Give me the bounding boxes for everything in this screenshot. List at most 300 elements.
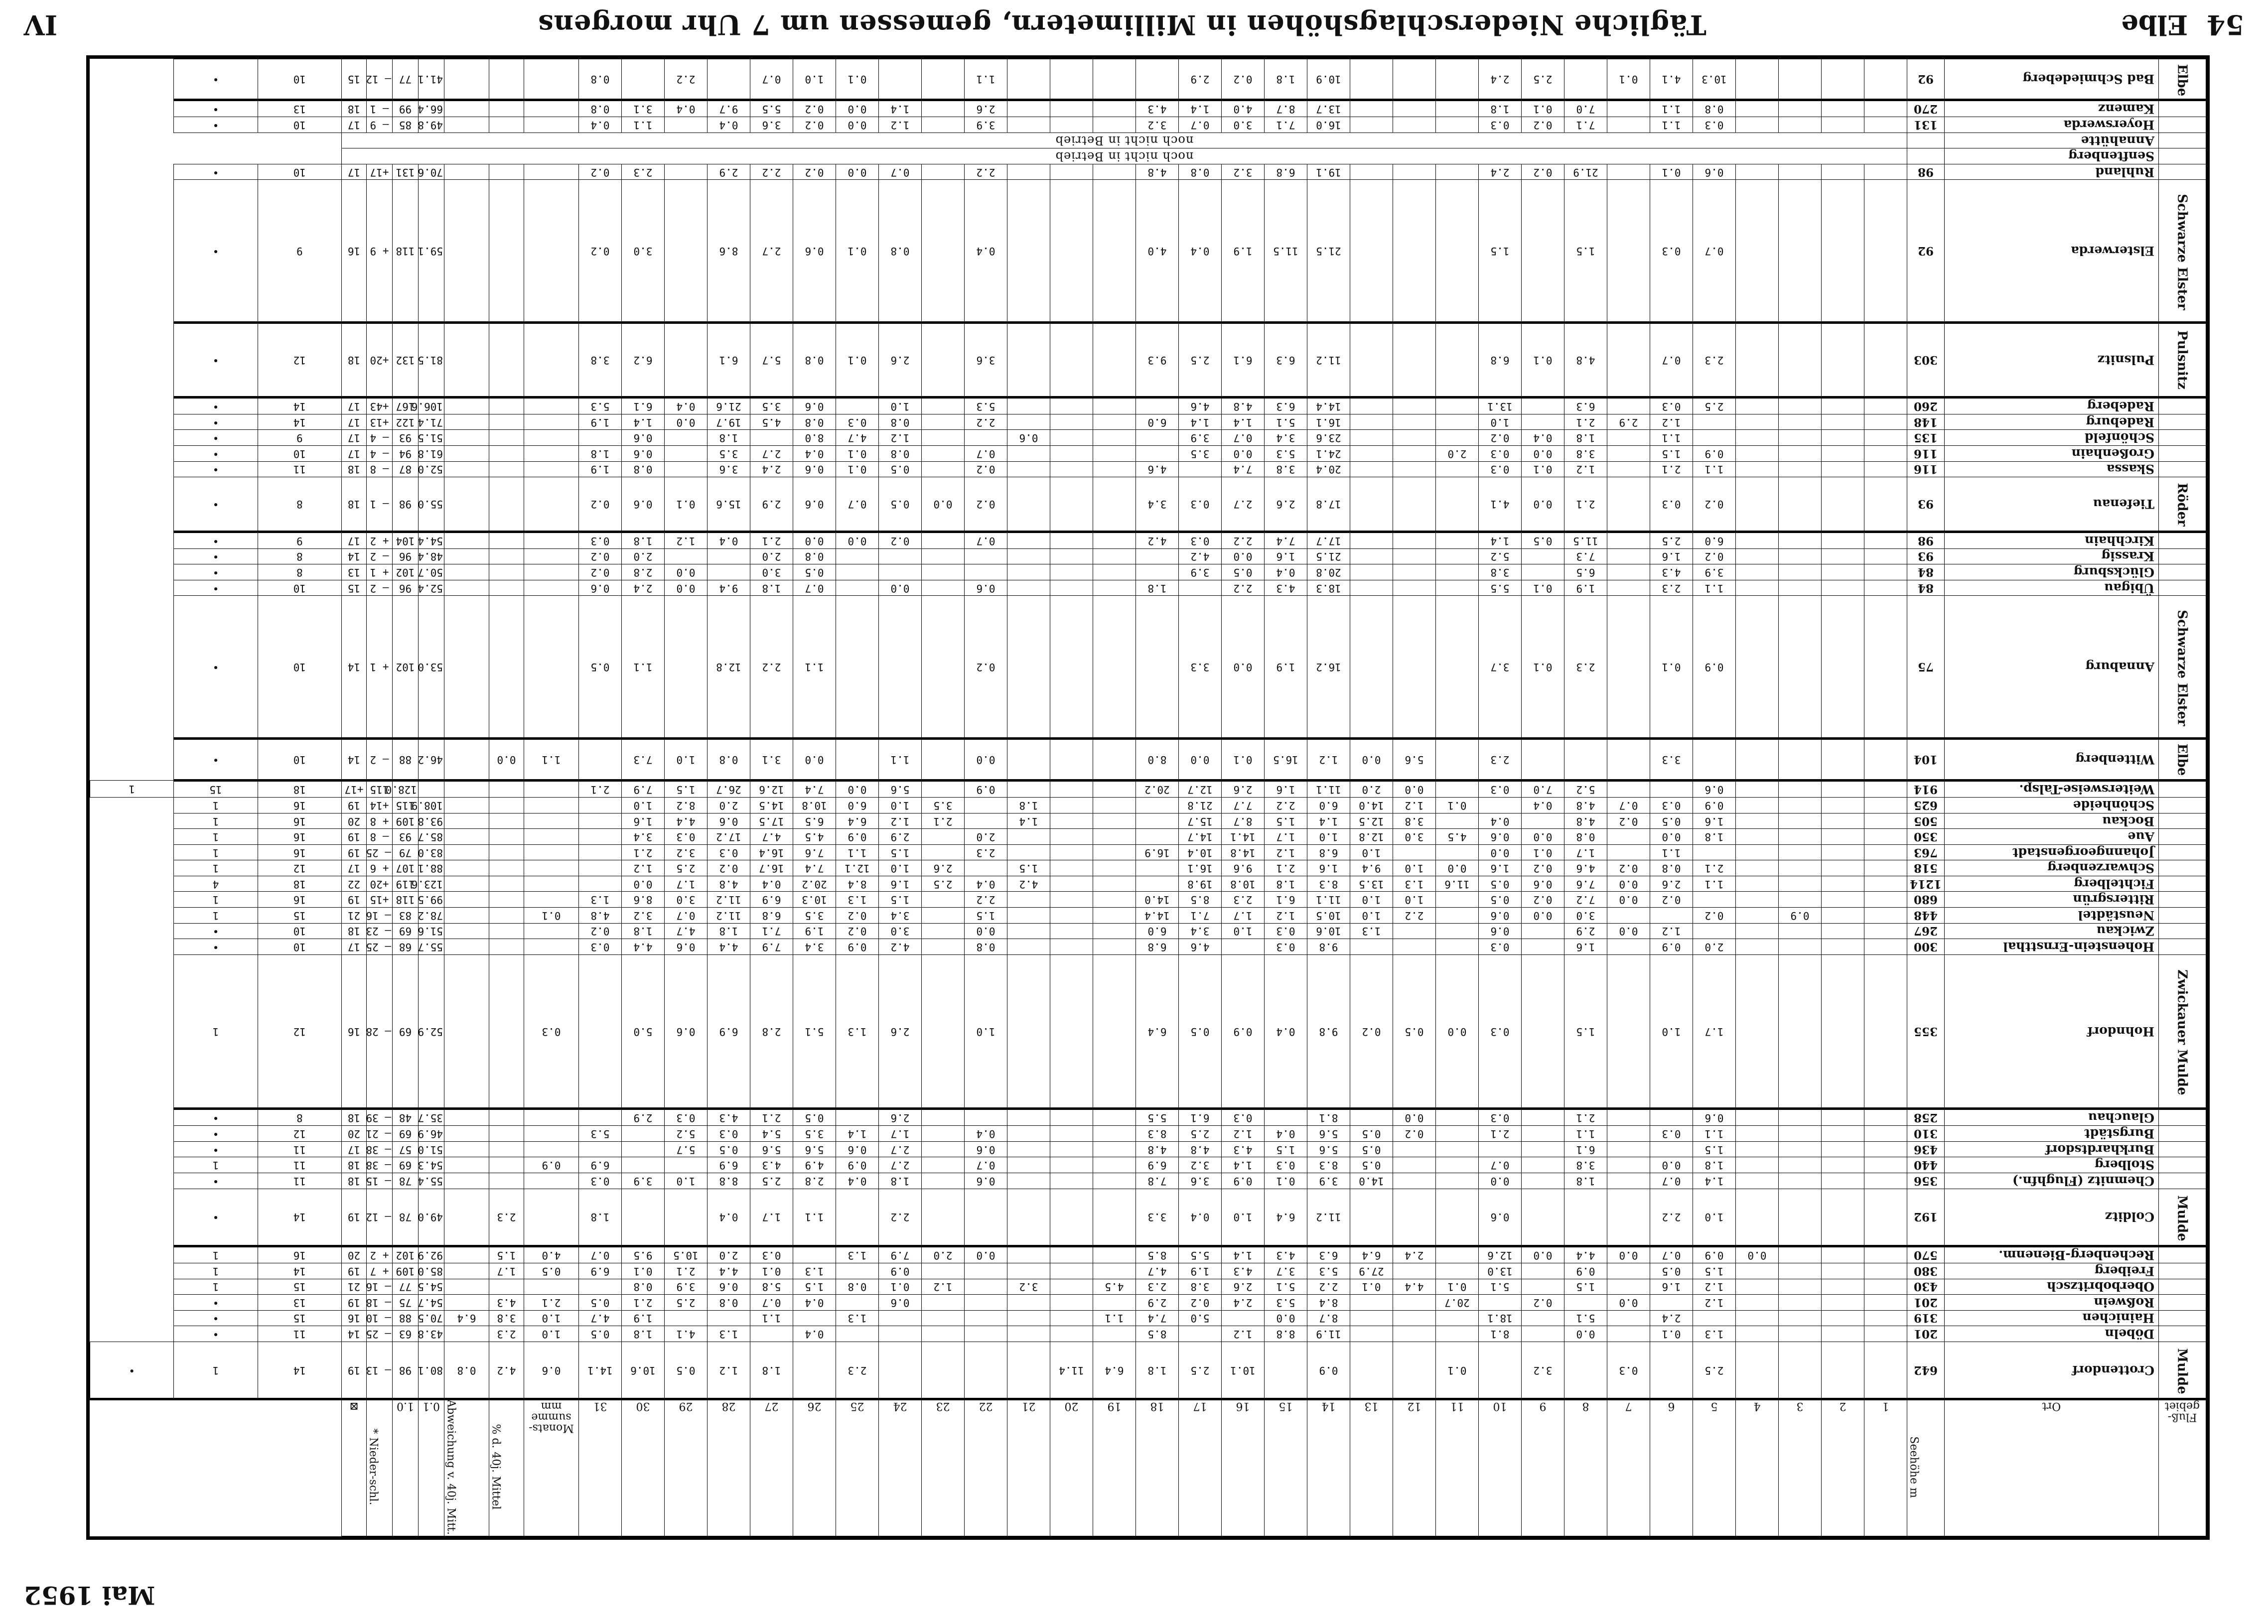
- daily-value: [1093, 323, 1136, 398]
- daily-value: 0.1: [1436, 1342, 1479, 1399]
- daily-value: [922, 1263, 965, 1279]
- flussgebiet-cell: [2159, 813, 2206, 829]
- daily-value: 0.8: [1693, 100, 1736, 117]
- daily-value: [879, 1310, 922, 1326]
- header-day: 29: [665, 1399, 708, 1536]
- daily-value: [1607, 1173, 1650, 1189]
- daily-value: 0.0: [1393, 1109, 1436, 1126]
- summary-value: [524, 892, 579, 908]
- summary-value: 55.7: [419, 939, 444, 955]
- daily-value: 27.9: [1350, 1263, 1393, 1279]
- daily-value: 1.3: [708, 1326, 750, 1342]
- daily-value: [1050, 446, 1093, 462]
- table-row: [90, 461, 2206, 477]
- station-elevation: 98: [1907, 532, 1945, 548]
- daily-value: 0.8: [1564, 829, 1607, 845]
- daily-value: 0.0: [1222, 548, 1265, 564]
- daily-value: 4.6: [1136, 461, 1179, 477]
- summary-value: 99: [393, 100, 419, 117]
- summary-value: 49.0: [419, 1189, 444, 1246]
- table-row: [90, 739, 2206, 781]
- daily-value: 0.4: [1522, 798, 1564, 813]
- daily-value: [1864, 446, 1907, 462]
- daily-value: 5.0: [622, 954, 665, 1109]
- summary-value: 0.3: [524, 954, 579, 1109]
- summary-value: 85: [393, 117, 419, 133]
- table-row: [90, 844, 2206, 860]
- summary-value: — 13: [367, 1342, 393, 1399]
- summary-value: 88: [393, 739, 419, 781]
- flussgebiet-cell: [2159, 1246, 2206, 1263]
- daily-value: 8.6: [622, 892, 665, 908]
- daily-value: 0.2: [1522, 117, 1564, 133]
- daily-value: [1393, 1263, 1436, 1279]
- daily-value: [922, 829, 965, 845]
- daily-value: 8.4: [836, 876, 879, 892]
- daily-value: [1093, 580, 1136, 596]
- summary-value: [489, 117, 524, 133]
- daily-value: 0.4: [708, 1189, 750, 1246]
- header-day: 30: [622, 1399, 665, 1536]
- daily-value: 0.2: [1522, 892, 1564, 908]
- daily-value: 3.4: [1179, 923, 1222, 939]
- daily-value: [1050, 548, 1093, 564]
- daily-value: 1.7: [750, 1189, 793, 1246]
- daily-value: 7.4: [1265, 532, 1307, 548]
- daily-value: [1093, 1141, 1136, 1157]
- daily-value: [1864, 1157, 1907, 1173]
- daily-value: 1.0: [1307, 829, 1350, 845]
- daily-value: 2.8: [793, 1173, 836, 1189]
- daily-value: [965, 798, 1007, 813]
- daily-value: [1007, 907, 1050, 923]
- daily-value: [922, 1310, 965, 1326]
- daily-value: [1436, 1141, 1479, 1157]
- summary-value: — 10: [367, 1310, 393, 1326]
- station-name: Senftenberg: [1945, 148, 2159, 164]
- summary-value: 18: [342, 477, 367, 532]
- daily-value: 1.8: [1564, 1173, 1607, 1189]
- daily-value: [836, 1189, 879, 1246]
- daily-value: 0.5: [1393, 954, 1436, 1109]
- daily-value: [1093, 923, 1136, 939]
- daily-value: [1050, 580, 1093, 596]
- station-name: Aue: [1945, 829, 2159, 845]
- daily-value: [579, 829, 622, 845]
- table-row: [90, 564, 2206, 580]
- daily-value: [1779, 477, 1822, 532]
- summary-value: 1: [174, 844, 258, 860]
- table-row: [90, 323, 2206, 398]
- summary-value: 18: [342, 323, 367, 398]
- summary-value: 12: [258, 1126, 341, 1142]
- station-elevation: 356: [1907, 1173, 1945, 1189]
- daily-value: [1522, 1141, 1564, 1157]
- daily-value: [1779, 1126, 1822, 1142]
- daily-value: 4.3: [1222, 1141, 1265, 1157]
- daily-value: [1093, 1326, 1136, 1342]
- daily-value: 1.3: [1693, 1326, 1736, 1342]
- daily-value: [579, 1109, 622, 1126]
- daily-value: 4.5: [1436, 829, 1479, 845]
- daily-value: [1607, 1157, 1650, 1173]
- daily-value: 13.7: [1307, 100, 1350, 117]
- daily-value: 3.6: [750, 117, 793, 133]
- daily-value: 2.2: [750, 164, 793, 180]
- daily-value: [1736, 117, 1779, 133]
- station-name: Tiefenau: [1945, 477, 2159, 532]
- summary-value: [489, 461, 524, 477]
- daily-value: [1736, 461, 1779, 477]
- daily-value: 0.6: [879, 1295, 922, 1311]
- table-row: [90, 907, 2206, 923]
- station-name: Glauchau: [1945, 1109, 2159, 1126]
- summary-value: 10: [258, 939, 341, 955]
- daily-value: 0.5: [665, 1342, 708, 1399]
- daily-value: 3.2: [665, 844, 708, 860]
- daily-value: 0.3: [1265, 923, 1307, 939]
- daily-value: [1822, 596, 1864, 739]
- summary-value: [524, 414, 579, 430]
- daily-value: [1222, 1310, 1265, 1326]
- summary-value: — 28: [367, 954, 393, 1109]
- daily-value: [836, 739, 879, 781]
- table-row: [90, 860, 2206, 876]
- daily-value: [1393, 1295, 1436, 1311]
- daily-value: 1.8: [622, 532, 665, 548]
- station-elevation: 440: [1907, 1157, 1945, 1173]
- daily-value: 2.9: [1564, 923, 1607, 939]
- flussgebiet-cell: [2159, 844, 2206, 860]
- daily-value: [1007, 1189, 1050, 1246]
- header-day: 27: [750, 1399, 793, 1536]
- daily-value: 2.3: [836, 1342, 879, 1399]
- daily-value: 3.1: [750, 739, 793, 781]
- summary-value: 16: [342, 954, 367, 1109]
- summary-value: 83.0: [419, 844, 444, 860]
- summary-value: 16: [342, 180, 367, 323]
- station-elevation: 131: [1907, 117, 1945, 133]
- summary-value: 46.2: [419, 739, 444, 781]
- summary-value: [444, 954, 489, 1109]
- daily-value: 0.2: [836, 923, 879, 939]
- daily-value: 2.0: [1693, 939, 1736, 955]
- daily-value: [1093, 477, 1136, 532]
- daily-value: [1864, 781, 1907, 798]
- daily-value: 5.2: [1479, 548, 1522, 564]
- daily-value: [1779, 954, 1822, 1109]
- daily-value: 1.0: [1479, 414, 1522, 430]
- daily-value: 3.2: [1222, 164, 1265, 180]
- daily-value: [1736, 1342, 1779, 1399]
- summary-value: [489, 781, 524, 798]
- daily-value: [1522, 1109, 1564, 1126]
- daily-value: [1393, 580, 1436, 596]
- summary-value: 8: [258, 1109, 341, 1126]
- daily-value: [922, 1189, 965, 1246]
- daily-value: 1.6: [1265, 781, 1307, 798]
- daily-value: 1.4: [1222, 414, 1265, 430]
- daily-value: 1.7: [1564, 844, 1607, 860]
- summary-value: [489, 596, 524, 739]
- table-row: [90, 876, 2206, 892]
- daily-value: 16.5: [1265, 739, 1307, 781]
- daily-value: 3.3: [1136, 1189, 1179, 1246]
- daily-value: 0.6: [836, 1141, 879, 1157]
- daily-value: [1436, 477, 1479, 532]
- daily-value: 3.5: [708, 446, 750, 462]
- daily-value: 0.3: [1179, 477, 1222, 532]
- daily-value: [1822, 844, 1864, 860]
- daily-value: [1136, 798, 1179, 813]
- daily-value: 4.2: [879, 939, 922, 955]
- summary-value: 1: [174, 1279, 258, 1295]
- daily-value: 1.1: [622, 596, 665, 739]
- daily-value: 0.7: [1179, 117, 1222, 133]
- daily-value: 10.9: [1307, 59, 1350, 100]
- daily-value: [1779, 1342, 1822, 1399]
- daily-value: 0.9: [1693, 596, 1736, 739]
- summary-value: 10: [258, 739, 341, 781]
- daily-value: 5.1: [1564, 1310, 1607, 1326]
- daily-value: 0.9: [965, 781, 1007, 798]
- daily-value: 1.3: [836, 1246, 879, 1263]
- summary-value: 2.1: [524, 1295, 579, 1311]
- daily-value: [1736, 739, 1779, 781]
- summary-value: — 1: [367, 100, 393, 117]
- summary-value: [444, 813, 489, 829]
- daily-value: [1607, 430, 1650, 446]
- daily-value: 0.4: [1265, 1126, 1307, 1142]
- daily-value: 0.0: [1222, 446, 1265, 462]
- daily-value: 0.7: [1222, 430, 1265, 446]
- daily-value: [1007, 59, 1050, 100]
- daily-value: 1.9: [579, 461, 622, 477]
- summary-value: •: [90, 1342, 174, 1399]
- daily-value: [1607, 117, 1650, 133]
- daily-value: [1607, 596, 1650, 739]
- daily-value: [1779, 781, 1822, 798]
- daily-value: 2.1: [1479, 1126, 1522, 1142]
- daily-value: 3.9: [622, 1173, 665, 1189]
- daily-value: [1779, 923, 1822, 939]
- daily-value: [1736, 430, 1779, 446]
- daily-value: 0.2: [1693, 548, 1736, 564]
- summary-value: 18: [342, 100, 367, 117]
- daily-value: 1.1: [965, 59, 1007, 100]
- daily-value: [1607, 939, 1650, 955]
- daily-value: 1.8: [622, 1326, 665, 1342]
- summary-value: 14: [342, 739, 367, 781]
- daily-value: 0.6: [708, 1279, 750, 1295]
- daily-value: [665, 164, 708, 180]
- daily-value: [1436, 580, 1479, 596]
- summary-value: •: [174, 59, 258, 100]
- station-elevation: 98: [1907, 164, 1945, 180]
- daily-value: 6.2: [622, 323, 665, 398]
- daily-value: 0.5: [1650, 813, 1693, 829]
- daily-value: [1864, 1326, 1907, 1342]
- daily-value: [1779, 1279, 1822, 1295]
- daily-value: [922, 414, 965, 430]
- daily-value: 4.3: [1265, 1246, 1307, 1263]
- daily-value: 0.2: [1522, 164, 1564, 180]
- daily-value: [1736, 907, 1779, 923]
- daily-value: [1093, 876, 1136, 892]
- summary-value: 85.0: [419, 1263, 444, 1279]
- summary-value: 1.7: [489, 1263, 524, 1279]
- header-day: 9: [1522, 1399, 1564, 1536]
- summary-value: [444, 1109, 489, 1126]
- summary-value: 18: [342, 461, 367, 477]
- daily-value: [1007, 446, 1050, 462]
- daily-value: 0.4: [1479, 813, 1522, 829]
- daily-value: [1350, 548, 1393, 564]
- daily-value: [1050, 1141, 1093, 1157]
- header-day: 18: [1136, 1399, 1179, 1536]
- daily-value: 14.1: [1222, 829, 1265, 845]
- daily-value: 6.0: [1307, 798, 1350, 813]
- daily-value: 6.8: [1265, 164, 1307, 180]
- daily-value: 2.3: [622, 164, 665, 180]
- summary-value: 1: [174, 813, 258, 829]
- daily-value: [1050, 100, 1093, 117]
- daily-value: 1.1: [879, 739, 922, 781]
- daily-value: [1564, 739, 1607, 781]
- daily-value: 0.3: [665, 1109, 708, 1126]
- station-elevation: 310: [1907, 1126, 1945, 1142]
- daily-value: 1.0: [965, 954, 1007, 1109]
- daily-value: [1736, 398, 1779, 414]
- flussgebiet-cell: Zwickauer Mulde: [2159, 954, 2206, 1109]
- summary-value: 14: [342, 548, 367, 564]
- daily-value: 13.1: [1479, 398, 1522, 414]
- summary-value: 115: [367, 781, 393, 798]
- daily-value: 1.9: [622, 1310, 665, 1326]
- daily-value: 6.4: [1350, 1246, 1393, 1263]
- summary-value: [489, 414, 524, 430]
- daily-value: 5.7: [750, 323, 793, 398]
- summary-value: 14: [258, 1342, 341, 1399]
- daily-value: [1864, 798, 1907, 813]
- summary-value: •: [174, 1189, 258, 1246]
- station-name: Crottendorf: [1945, 1342, 2159, 1399]
- daily-value: 1.2: [1650, 414, 1693, 430]
- daily-value: 3.0: [1222, 117, 1265, 133]
- daily-value: [1864, 164, 1907, 180]
- summary-value: [524, 446, 579, 462]
- table-row: [90, 1246, 2206, 1263]
- daily-value: 0.5: [879, 477, 922, 532]
- daily-value: [1736, 164, 1779, 180]
- daily-value: 0.1: [1522, 100, 1564, 117]
- daily-value: [1822, 564, 1864, 580]
- daily-value: [1093, 1246, 1136, 1263]
- summary-value: 69: [393, 1126, 419, 1142]
- daily-value: 1.9: [579, 414, 622, 430]
- station-name: Döbeln: [1945, 1326, 2159, 1342]
- daily-value: 1.1: [1650, 117, 1693, 133]
- page-number: 54 Elbe: [2121, 9, 2244, 41]
- daily-value: 6.4: [1265, 1189, 1307, 1246]
- daily-value: 7.8: [1136, 1173, 1179, 1189]
- summary-value: •: [174, 117, 258, 133]
- daily-value: 6.9: [708, 954, 750, 1109]
- station-name: Wittenberg: [1945, 739, 2159, 781]
- daily-value: [1736, 580, 1779, 596]
- station-elevation: 104: [1907, 739, 1945, 781]
- daily-value: 1.5: [879, 892, 922, 908]
- daily-value: 20.7: [1436, 1295, 1479, 1311]
- table-row: [90, 548, 2206, 564]
- summary-value: + 2: [367, 532, 393, 548]
- daily-value: [1350, 461, 1393, 477]
- summary-value: [524, 1141, 579, 1157]
- daily-value: 2.1: [579, 781, 622, 798]
- header-summe-pct: % d. 40j. Mittel: [489, 1399, 524, 1536]
- summary-value: 167: [393, 398, 419, 414]
- daily-value: [1864, 461, 1907, 477]
- daily-value: [579, 798, 622, 813]
- daily-value: 1.9: [1222, 180, 1265, 323]
- daily-value: 1.4: [1179, 100, 1222, 117]
- daily-value: 1.5: [1693, 1141, 1736, 1157]
- daily-value: 26.7: [708, 781, 750, 798]
- daily-value: [1479, 1342, 1522, 1399]
- daily-value: 2.9: [1136, 1295, 1179, 1311]
- summary-value: [489, 477, 524, 532]
- daily-value: 1.8: [1265, 59, 1307, 100]
- summary-value: 128.0: [393, 781, 419, 798]
- daily-value: 7.9: [879, 1246, 922, 1263]
- daily-value: 3.3: [1179, 596, 1222, 739]
- summary-value: [444, 1246, 489, 1263]
- summary-value: 17: [342, 532, 367, 548]
- daily-value: [1007, 1310, 1050, 1326]
- daily-value: 0.2: [1479, 430, 1522, 446]
- summary-value: 1.1: [524, 739, 579, 781]
- daily-value: 0.6: [622, 430, 665, 446]
- daily-value: [1007, 892, 1050, 908]
- daily-value: 23.6: [1307, 430, 1350, 446]
- daily-value: [1393, 414, 1436, 430]
- daily-value: 1.6: [1650, 548, 1693, 564]
- daily-value: [1350, 323, 1393, 398]
- daily-value: [1007, 844, 1050, 860]
- table-row: [90, 1295, 2206, 1311]
- daily-value: 5.6: [793, 1141, 836, 1157]
- station-name: Pulsnitz: [1945, 323, 2159, 398]
- daily-value: 0.5: [1479, 892, 1522, 908]
- station-elevation: 680: [1907, 892, 1945, 908]
- station-name: Elsterwerda: [1945, 180, 2159, 323]
- summary-value: +14: [367, 798, 393, 813]
- summary-value: [524, 548, 579, 564]
- daily-value: 16.0: [1307, 117, 1350, 133]
- daily-value: 2.0: [622, 548, 665, 564]
- summary-value: — 12: [367, 1189, 393, 1246]
- header-day: 26: [793, 1399, 836, 1536]
- summary-value: 0.6: [524, 1342, 579, 1399]
- station-elevation: 436: [1907, 1141, 1945, 1157]
- daily-value: 1.0: [1350, 907, 1393, 923]
- daily-value: 0.6: [1479, 907, 1522, 923]
- daily-value: [1736, 876, 1779, 892]
- daily-value: [1436, 1109, 1479, 1126]
- daily-value: 10.5: [1307, 907, 1350, 923]
- summary-value: +20: [367, 323, 393, 398]
- daily-value: 16.7: [750, 860, 793, 876]
